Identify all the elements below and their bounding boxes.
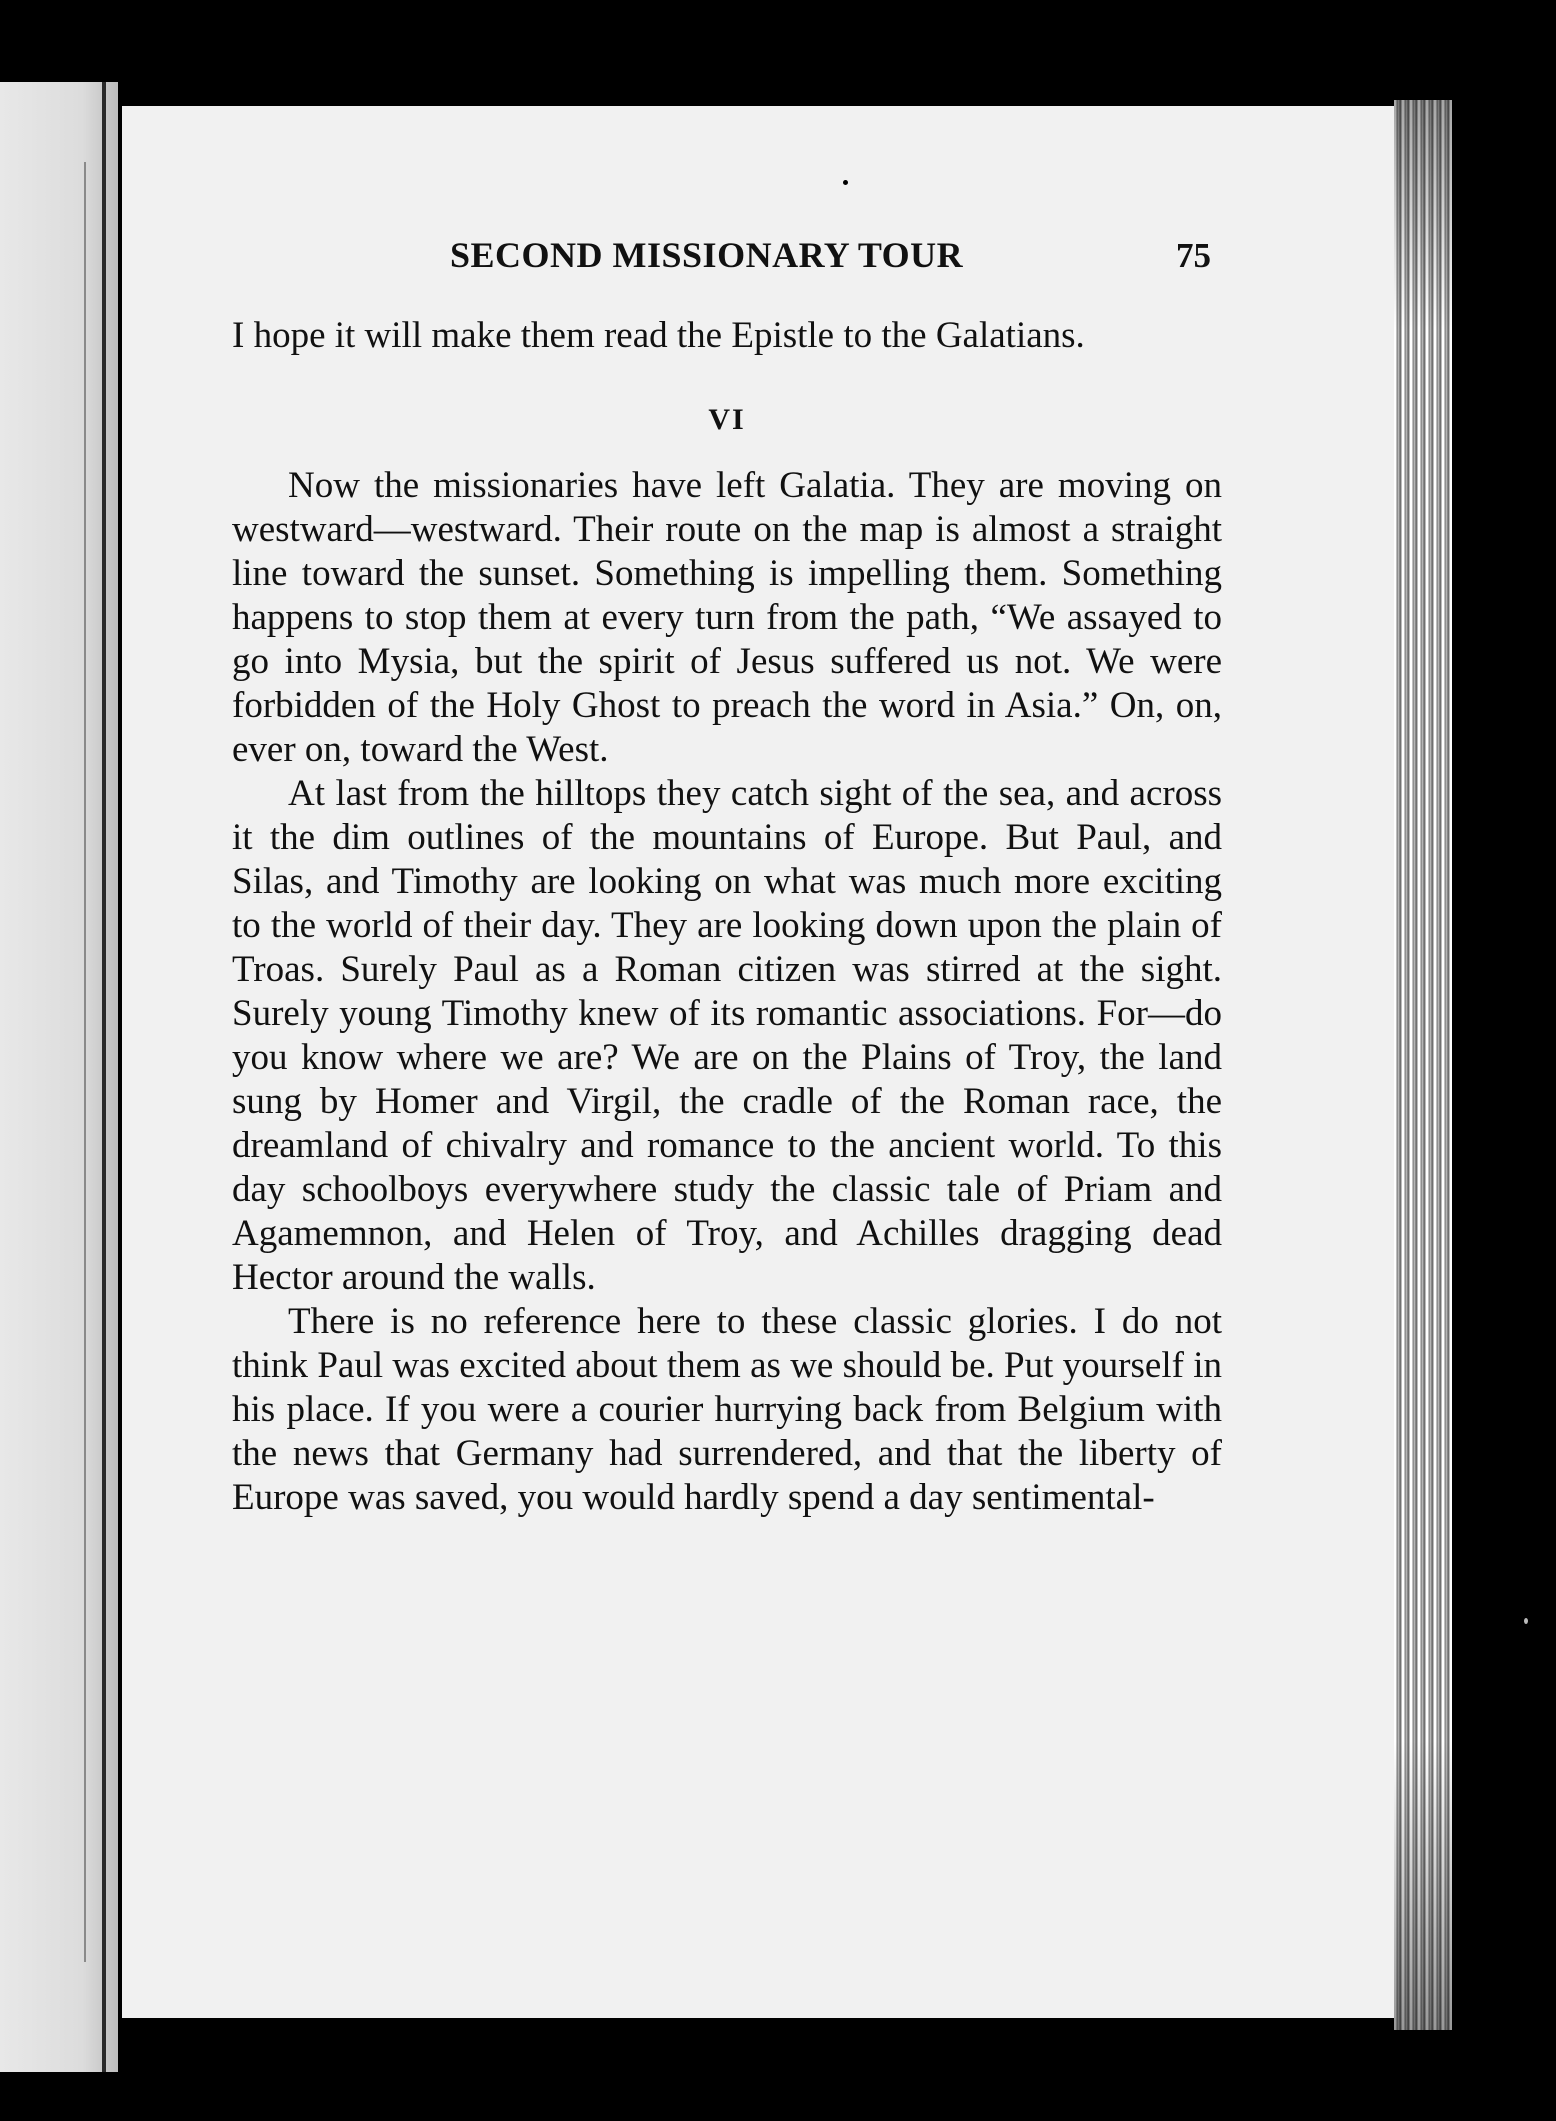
carryover-paragraph: I hope it will make them read the Epistle to the Galatians. xyxy=(232,315,1085,356)
paragraph: There is no reference here to these classic glories. I do not think Paul was excited about them as we should be. Put yourself in his place. If you were a courier hurrying back from Belgium with the news that Germany had surrendered, and that the liberty of Europe was saved, you would hardly spend a day sentimental- xyxy=(232,1301,1222,1518)
gutter-shadow xyxy=(84,162,86,1962)
previous-page-edge xyxy=(0,82,118,2072)
paragraph: At last from the hilltops they catch sight of the sea, and across it the dim outlines of the mountains of Europe. But Paul, and Silas, and Timothy are looking on what was much more exciting to the world of their day. They are looking down upon the plain of Troas. Surely Paul as a Roman citizen was stirred at the sight. Surely young Timothy knew of its romantic associations. For—do you know where we are? We are on the Plains of Troy, the land sung by Homer and Virgil, the cradle of the Roman race, the dreamland of chivalry and romance to the ancient world. To this day schoolboys everywhere study the classic tale of Priam and Agamemnon, and Helen of Troy, and Achilles dragging dead Hector around the walls. xyxy=(232,773,1222,1298)
page-header xyxy=(122,234,1394,294)
book-spine-line xyxy=(102,82,106,2072)
paragraph: Now the missionaries have left Galatia. They are moving on westward—westward. Their route on the map is almost a straight line toward the sunset. Something is impelling them. Something happens to stop them at every turn from the path, “We assayed to go into Mysia, but the spirit of Jesus suffered us not. We were forbidden of the Holy Ghost to preach the word in Asia.” On, on, ever on, toward the West. xyxy=(232,465,1222,770)
section-number: VI xyxy=(708,403,746,436)
scan-speck xyxy=(1524,1618,1528,1624)
scan-speck xyxy=(924,82,931,89)
running-title: SECOND MISSIONARY TOUR xyxy=(450,235,964,275)
page-stack-shadow xyxy=(1394,100,1452,2030)
scan-speck xyxy=(843,180,848,185)
page-body xyxy=(232,314,1222,1520)
book-page xyxy=(122,106,1394,2018)
page-number: 75 xyxy=(1176,236,1211,275)
